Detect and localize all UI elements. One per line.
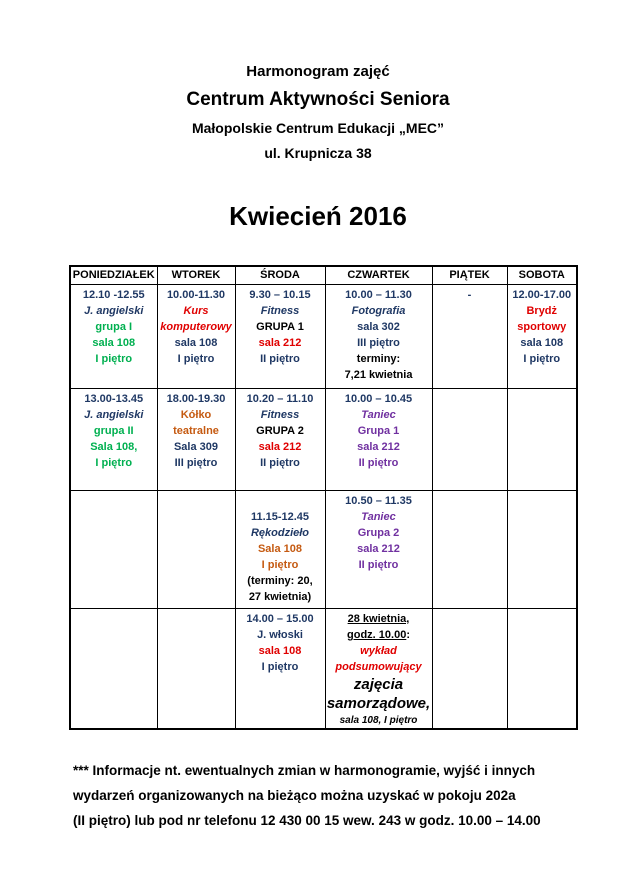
schedule-row-1 — [70, 389, 577, 491]
schedule-cell-r0-c0 — [70, 285, 157, 389]
schedule-line: 10.00 – 10.45 — [344, 393, 413, 405]
schedule-line: J. angielski — [84, 409, 144, 421]
schedule-line: sala 108 — [174, 337, 218, 349]
schedule-cell-r3-c3 — [325, 609, 432, 730]
schedule-line: Fitness — [260, 409, 300, 421]
schedule-cell-r1-c1 — [157, 389, 235, 491]
schedule-line: (terminy: 20, — [247, 575, 313, 587]
schedule-line: 10.50 – 11.35 — [345, 495, 412, 507]
schedule-cell-r0-c4 — [432, 285, 507, 389]
schedule-line: Brydż — [526, 305, 558, 317]
title-line-2: Centrum Aktywności Seniora — [186, 89, 450, 110]
schedule-line: godz. 10.00: — [347, 629, 410, 641]
schedule-line: III piętro — [357, 337, 400, 349]
schedule-line — [236, 493, 325, 509]
schedule-cell-r1-c4 — [432, 389, 507, 491]
schedule-cell-r0-c3 — [325, 285, 432, 389]
schedule-line: Sala 309 — [173, 441, 219, 453]
schedule-line: Taniec — [361, 511, 396, 523]
schedule-body — [70, 285, 577, 730]
schedule-line: terminy: — [356, 353, 401, 365]
schedule-cell-r1-c2 — [235, 389, 325, 491]
schedule-line: sala 212 — [258, 337, 302, 349]
schedule-line: podsumowujący — [335, 661, 422, 673]
schedule-line: sala 108, I piętro — [339, 715, 418, 726]
schedule-cell-r0-c1 — [157, 285, 235, 389]
schedule-line: Fotografia — [351, 305, 406, 317]
document-header — [0, 0, 636, 162]
footer-line-1: *** Informacje nt. ewentualnych zmian w harmonogramie, wyjść i innych — [73, 763, 536, 778]
schedule-cell-r1-c0 — [70, 389, 157, 491]
schedule-table — [69, 265, 578, 730]
schedule-line: II piętro — [260, 457, 300, 469]
schedule-line: 13.00-13.45 — [84, 393, 144, 405]
schedule-line: wykład — [360, 645, 397, 657]
schedule-line: I piętro — [177, 353, 215, 365]
schedule-line: II piętro — [358, 457, 399, 469]
day-header-0: PONIEDZIAŁEK — [70, 266, 157, 285]
schedule-line: 10.00-11.30 — [166, 289, 226, 301]
schedule-cell-r2-c5 — [507, 491, 577, 609]
schedule-cell-r3-c4 — [432, 609, 507, 730]
schedule-line: II piętro — [260, 353, 300, 365]
schedule-cell-r3-c1 — [157, 609, 235, 730]
schedule-line: II piętro — [358, 559, 399, 571]
schedule-line: 14.00 – 15.00 — [246, 613, 314, 625]
schedule-cell-r2-c4 — [432, 491, 507, 609]
schedule-line: Kółko — [180, 409, 212, 421]
schedule-line: 10.20 – 11.10 — [246, 393, 314, 405]
schedule-row-0 — [70, 285, 577, 389]
schedule-line: sala 212 — [357, 543, 400, 555]
footer-line-3: (II piętro) lub pod nr telefonu 12 430 00 15 wew. 243 w godz. 10.00 – 14.00 — [73, 813, 541, 828]
schedule-line: sala 108 — [258, 645, 302, 657]
schedule-line: 9.30 – 10.15 — [249, 289, 311, 301]
schedule-cell-r1-c5 — [507, 389, 577, 491]
schedule-cell-r0-c5 — [507, 285, 577, 389]
schedule-line: 28 kwietnia, — [347, 613, 410, 625]
schedule-line: Taniec — [361, 409, 396, 421]
schedule-cell-r2-c2 — [235, 491, 325, 609]
schedule-row-3 — [70, 609, 577, 730]
schedule-line: samorządowe, — [326, 695, 431, 712]
schedule-line: I piętro — [261, 559, 299, 571]
schedule-line: J. angielski — [84, 305, 144, 317]
schedule-line: Sala 108, — [90, 441, 138, 453]
schedule-line: Fitness — [260, 305, 300, 317]
schedule-cell-r2-c0 — [70, 491, 157, 609]
schedule-cell-r3-c2 — [235, 609, 325, 730]
schedule-line: sala 302 — [357, 321, 400, 333]
schedule-line: - — [467, 289, 472, 301]
schedule-cell-r0-c2 — [235, 285, 325, 389]
schedule-line: I piętro — [95, 457, 133, 469]
schedule-line: teatralne — [173, 425, 219, 437]
schedule-line: Kurs — [183, 305, 209, 317]
footer-line-2: wydarzeń organizowanych na bieżąco można uzyskać w pokoju 202a — [73, 788, 516, 803]
title-line-3: Małopolskie Centrum Edukacji „MEC” — [191, 120, 445, 136]
schedule-line: 7,21 kwietnia — [344, 369, 413, 381]
schedule-line: komputerowy — [160, 321, 232, 333]
title-line-1: Harmonogram zajęć — [246, 63, 390, 80]
day-header-4: PIĄTEK — [432, 266, 507, 285]
schedule-line: 27 kwietnia) — [248, 591, 312, 603]
schedule-line: sala 108 — [520, 337, 564, 349]
schedule-row-2 — [70, 491, 577, 609]
schedule-line: 12.00-17.00 — [512, 289, 572, 301]
schedule-line: GRUPA 2 — [256, 425, 304, 437]
schedule-line: J. włoski — [257, 629, 303, 641]
schedule-line: Sala 108 — [257, 543, 303, 555]
day-header-2: ŚRODA — [235, 266, 325, 285]
schedule-cell-r3-c5 — [507, 609, 577, 730]
schedule-cell-r2-c1 — [157, 491, 235, 609]
schedule-line: 11.15-12.45 — [250, 511, 310, 523]
schedule-line: sportowy — [517, 321, 567, 333]
schedule-line: 12.10 -12.55 — [82, 289, 145, 301]
month-title: Kwiecień 2016 — [229, 201, 407, 231]
schedule-line: 10.00 – 11.30 — [345, 289, 412, 301]
schedule-line: GRUPA 1 — [256, 321, 304, 333]
schedule-line: grupa I — [95, 321, 133, 333]
schedule-line: Grupa 1 — [357, 425, 400, 437]
schedule-head — [70, 266, 577, 285]
day-header-5: SOBOTA — [507, 266, 577, 285]
schedule-line: I piętro — [523, 353, 561, 365]
schedule-line: sala 212 — [258, 441, 302, 453]
day-header-3: CZWARTEK — [325, 266, 432, 285]
schedule-line: zajęcia — [353, 676, 404, 693]
schedule-line: I piętro — [261, 661, 299, 673]
day-header-1: WTOREK — [157, 266, 235, 285]
schedule-cell-r1-c3 — [325, 389, 432, 491]
schedule-line: grupa II — [93, 425, 134, 437]
schedule-line: III piętro — [174, 457, 218, 469]
title-line-4: ul. Krupnicza 38 — [264, 145, 372, 161]
schedule-cell-r2-c3 — [325, 491, 432, 609]
schedule-line: Rękodzieło — [250, 527, 310, 539]
day-header-row — [70, 266, 577, 285]
schedule-line: sala 108 — [92, 337, 136, 349]
document-footer — [73, 758, 581, 833]
schedule-line: sala 212 — [357, 441, 400, 453]
schedule-line: I piętro — [95, 353, 133, 365]
schedule-line: 18.00-19.30 — [166, 393, 226, 405]
schedule-cell-r3-c0 — [70, 609, 157, 730]
schedule-line: Grupa 2 — [357, 527, 400, 539]
